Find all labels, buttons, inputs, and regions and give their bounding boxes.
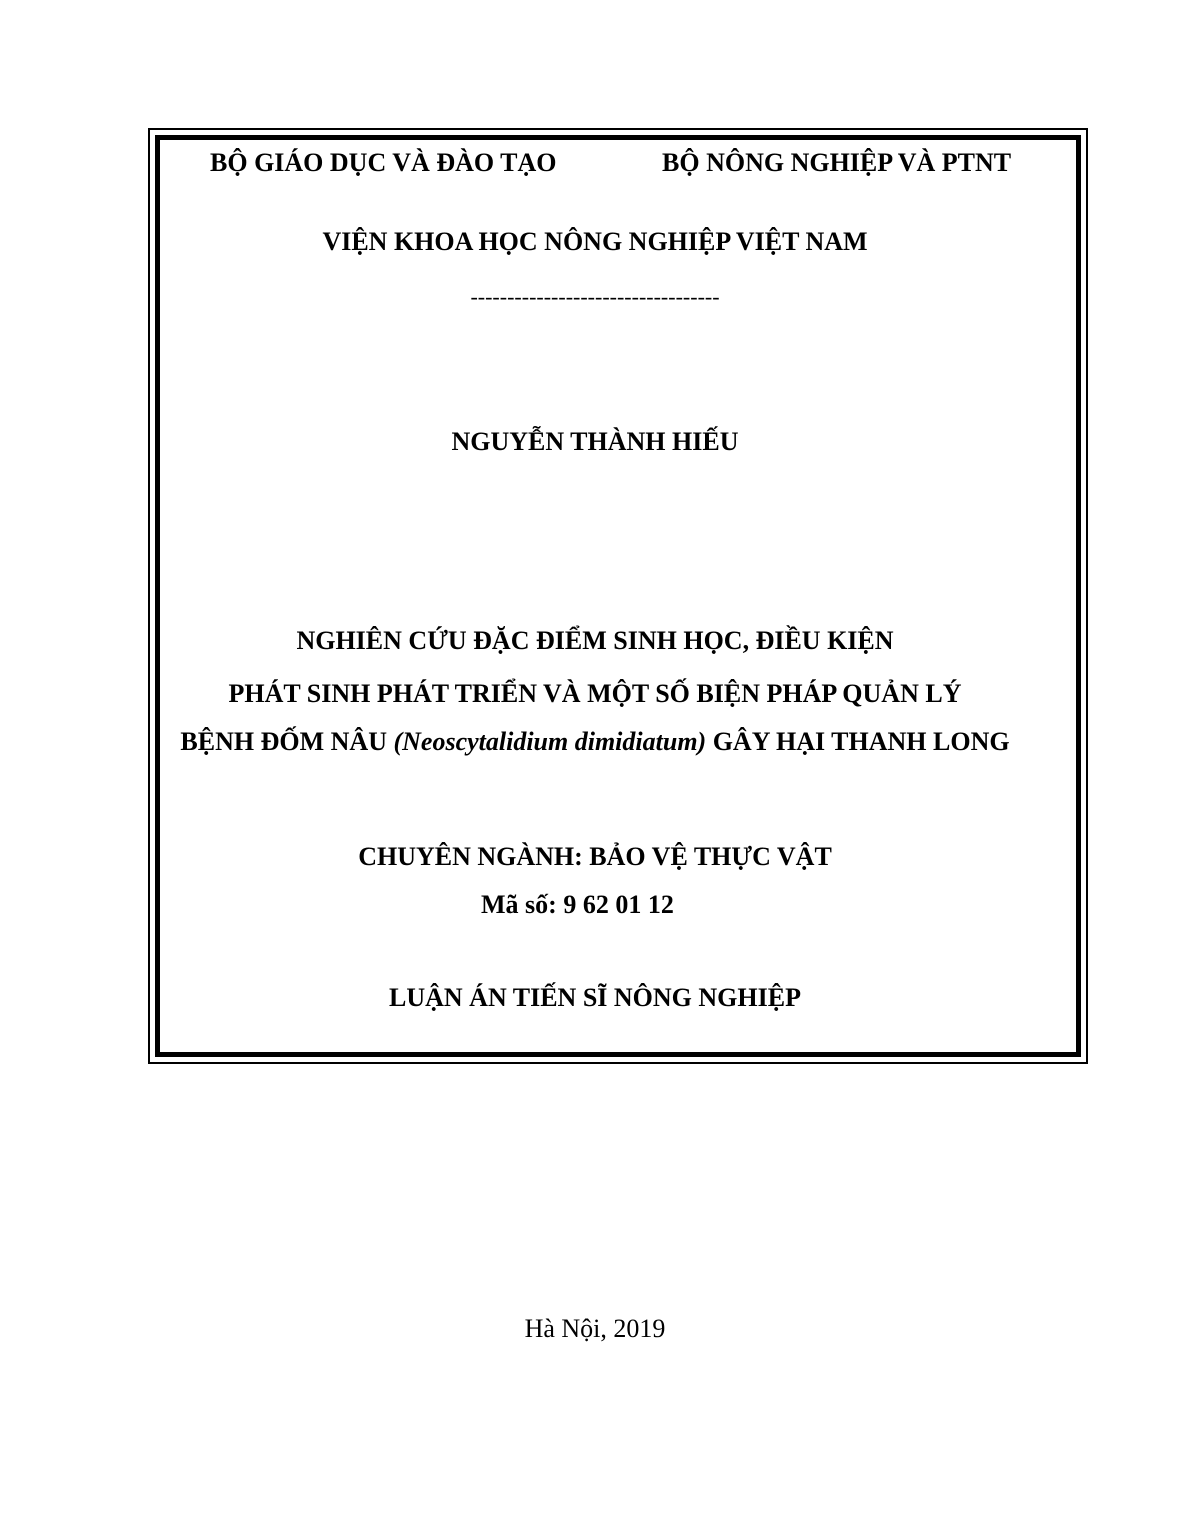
place-and-year: Hà Nội, 2019	[524, 1314, 666, 1343]
thesis-title-line-2: PHÁT SINH PHÁT TRIỂN VÀ MỘT SỐ BIỆN PHÁP QUẢN LÝ	[228, 679, 962, 708]
specialty-code: Mã số: 9 62 01 12	[481, 890, 674, 919]
specialty: CHUYÊN NGÀNH: BẢO VỆ THỰC VẬT	[358, 842, 832, 871]
thesis-title-line-1: NGHIÊN CỨU ĐẶC ĐIỂM SINH HỌC, ĐIỀU KIỆN	[296, 626, 894, 655]
author-name: NGUYỄN THÀNH HIẾU	[451, 427, 739, 456]
species-name: (Neoscytalidium dimidiatum)	[393, 727, 707, 756]
separator-line: ----------------------------------	[470, 284, 720, 309]
title-suffix: GÂY HẠI THANH LONG	[706, 727, 1010, 756]
institute-name: VIỆN KHOA HỌC NÔNG NGHIỆP VIỆT NAM	[322, 227, 868, 256]
ministry-left: BỘ GIÁO DỤC VÀ ĐÀO TẠO	[210, 148, 557, 177]
title-prefix: BỆNH ĐỐM NÂU	[180, 727, 394, 756]
ministry-right: BỘ NÔNG NGHIỆP VÀ PTNT	[662, 148, 1012, 177]
degree-title: LUẬN ÁN TIẾN SĨ NÔNG NGHIỆP	[389, 983, 801, 1012]
thesis-title-line-3	[0, 727, 1190, 757]
